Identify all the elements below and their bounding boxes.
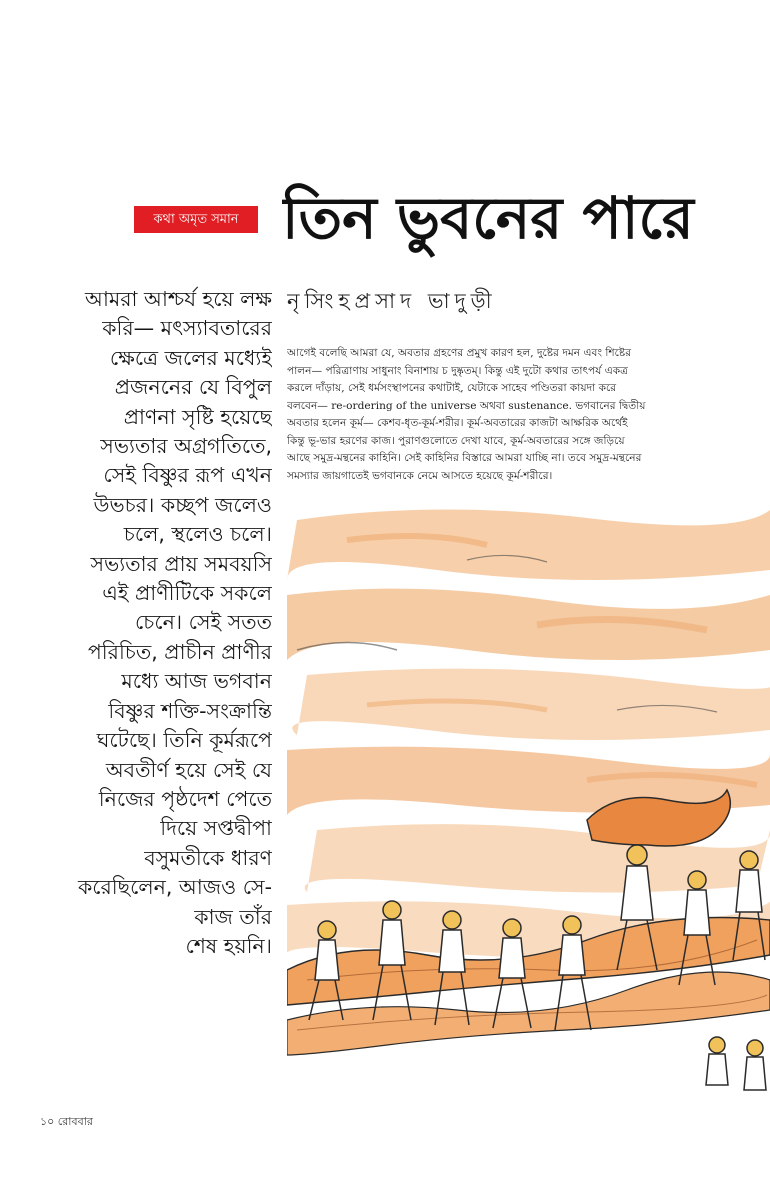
- intro-line: করলে দাঁড়ায়, সেই ধর্মসংস্থাপনের কথাটাই, যেটাকে সাহেব পণ্ডিতরা কায়দা করে: [287, 382, 617, 394]
- intro-paragraph: [287, 345, 763, 485]
- pull-quote-line: আমরা আশ্চর্য হয়ে লক্ষ: [84, 287, 272, 311]
- pull-quote-line: মধ্যে আজ ভগবান: [121, 669, 272, 694]
- pull-quote-line: বসুমতীকে ধারণ: [144, 845, 272, 870]
- intro-line: অবতার হলেন কূর্ম— কেশব-ধৃত-কূর্ম-শরীর। কূর্ম-অবতারের কাজটা আক্ষরিক অর্থেই: [287, 417, 628, 429]
- pull-quote-line: নিজের পৃষ্ঠদেশ পেতে: [98, 786, 272, 811]
- intro-line: কিন্তু ভূ-ভার হরণের কাজ। পুরাণগুলোতে দেখা যাবে, কূর্ম-অবতারের সঙ্গে জড়িয়ে: [287, 434, 625, 447]
- pull-quote-line: সভ্যতার অগ্রগতিতে,: [100, 434, 272, 459]
- pull-quote-line: বিষ্ণুর শক্তি-সংক্রান্তি: [108, 698, 272, 723]
- pull-quote-line: প্রাণনা সৃষ্টি হয়েছে: [123, 404, 272, 429]
- pull-quote-line: চেনে। সেই সতত: [134, 610, 272, 635]
- pull-quote-line: ক্ষেত্রে জলের মধ্যেই: [109, 345, 272, 370]
- pull-quote-line: সভ্যতার প্রায় সমবয়সি: [90, 551, 272, 576]
- pull-quote-line: ঘটেছে। তিনি কূর্মরূপে: [96, 728, 272, 753]
- pull-quote-line: কাজ তাঁর: [194, 904, 272, 929]
- pull-quote-line: সেই বিষ্ণুর রূপ এখন: [103, 463, 272, 488]
- pull-quote-line: অবতীর্ণ হয়ে সেই যে: [105, 757, 272, 782]
- figure: [744, 1040, 766, 1090]
- article-title: তিন ভুবনের পারে: [282, 184, 694, 252]
- pull-quote-line: দিয়ে সপ্তদ্বীপা: [160, 816, 272, 841]
- intro-line: আগেই বলেছি আমরা যে, অবতার গ্রহণের প্রমুখ কারণ হল, দুষ্টের দমন এবং শিষ্টের: [287, 347, 632, 359]
- pull-quote-line: করি— মৎস্যাবতারের: [102, 316, 272, 341]
- pull-quote-line: পরিচিত, প্রাচীন প্রাণীর: [87, 639, 272, 664]
- samudra-manthan-illustration: [287, 500, 770, 1100]
- page-footer: ১০ রোববার: [40, 1115, 93, 1128]
- pull-quote-line: এই প্রাণীটিকে সকলে: [102, 581, 272, 606]
- pull-quote-line: করেছিলেন, আজও সে-: [77, 875, 272, 900]
- pull-quote-line: প্রজননের যে বিপুল: [114, 375, 272, 400]
- intro-line: পালন— পরিত্রাণায় সাধুনাং বিনাশায় চ দুষ্কৃতম্। কিন্তু এই দুটো কথার তাৎপর্য একত্র: [287, 364, 628, 377]
- pull-quote-line: চলে, স্থলেও চলে।: [123, 522, 272, 547]
- intro-line: সমস্যার জায়গাতেই ভগবানকে নেমে আসতে হয়েছে কূর্ম-শরীরে।: [287, 469, 553, 482]
- intro-line: আছে সমুদ্র-মন্থনের কাহিনি। সেই কাহিনির বিস্তারে আমরা যাচ্ছি না। তবে সমুদ্র-মন্থনের: [287, 452, 642, 464]
- author-name: নৃসিংহপ্রসাদ ভাদুড়ী: [287, 289, 497, 313]
- pull-quote-line: শেষ হয়নি।: [185, 933, 272, 958]
- section-tag: কথা অমৃত সমান: [134, 206, 258, 233]
- intro-line: বলবেন— re-ordering of the universe অথবা sustenance. ভগবানের দ্বিতীয়: [287, 399, 646, 412]
- figure: [706, 1037, 728, 1085]
- pull-quote: [18, 285, 272, 965]
- pull-quote-line: উভচর। কচ্ছপ জলেও: [93, 492, 272, 517]
